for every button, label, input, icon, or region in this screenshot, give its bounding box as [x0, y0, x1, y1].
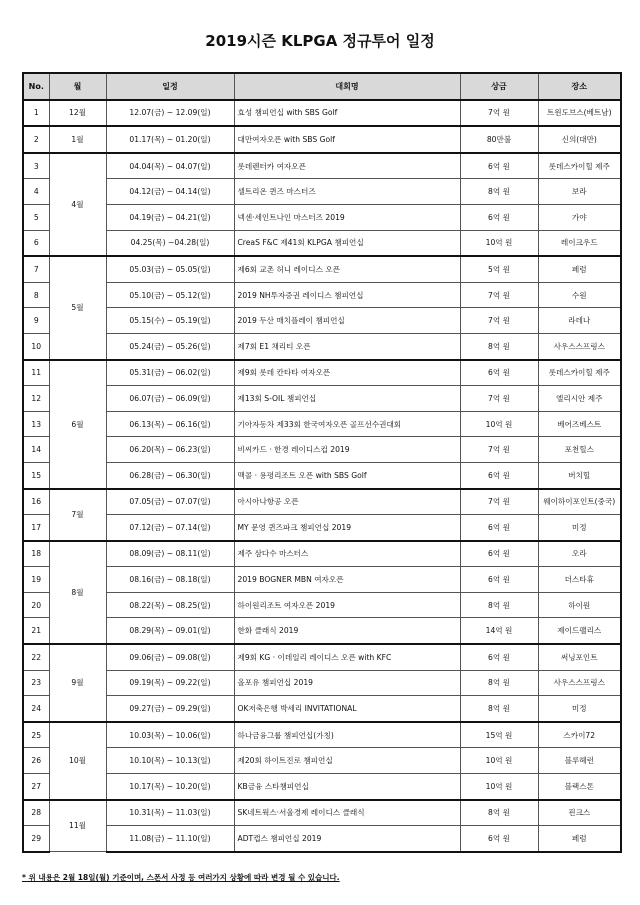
venue: 라데나 [538, 308, 621, 334]
tournament-name: SK네트웍스·서울경제 레이디스 클래식 [234, 800, 460, 826]
prize-money: 7억 원 [460, 489, 538, 515]
prize-money: 15억 원 [460, 722, 538, 748]
row-number: 27 [23, 774, 49, 800]
venue: 롯데스카이힐 제주 [538, 153, 621, 179]
date-range: 05.10(금) ~ 05.12(일) [106, 282, 234, 308]
tournament-name: 대만여자오픈 with SBS Golf [234, 126, 460, 153]
tournament-name: 셀트리온 퀸즈 마스터즈 [234, 179, 460, 205]
table-row [23, 541, 621, 567]
venue: 트윈도브스(베트남) [538, 100, 621, 127]
venue: 버치힐 [538, 462, 621, 488]
tournament-name: 제7회 E1 채리티 오픈 [234, 333, 460, 359]
prize-money: 6억 원 [460, 204, 538, 230]
tournament-name: 제13회 S-OIL 챔피언십 [234, 386, 460, 412]
row-number: 8 [23, 282, 49, 308]
prize-money: 8억 원 [460, 179, 538, 205]
month-cell: 8월 [49, 541, 106, 644]
prize-money: 14억 원 [460, 618, 538, 644]
tournament-name: 제9회 KG · 이데일리 레이디스 오픈 with KFC [234, 644, 460, 670]
venue: 웨이하이포인트(중국) [538, 489, 621, 515]
prize-money: 6억 원 [460, 153, 538, 179]
venue: 사우스스프링스 [538, 333, 621, 359]
venue: 보라 [538, 179, 621, 205]
tournament-name: 맥콜 · 용평리조트 오픈 with SBS Golf [234, 462, 460, 488]
venue: 페럼 [538, 256, 621, 282]
venue: 사우스스프링스 [538, 670, 621, 696]
date-range: 10.10(목) ~ 10.13(일) [106, 748, 234, 774]
prize-money: 6억 원 [460, 567, 538, 593]
date-range: 08.29(목) ~ 09.01(일) [106, 618, 234, 644]
row-number: 15 [23, 462, 49, 488]
date-range: 11.08(금) ~ 11.10(일) [106, 826, 234, 852]
venue: 미정 [538, 515, 621, 541]
prize-money: 8억 원 [460, 333, 538, 359]
month-cell: 4월 [49, 153, 106, 256]
table-row [23, 748, 621, 774]
date-range: 04.19(금) ~ 04.21(일) [106, 204, 234, 230]
table-row [23, 592, 621, 618]
table-row [23, 386, 621, 412]
date-range: 08.16(금) ~ 08.18(일) [106, 567, 234, 593]
date-range: 09.27(금) ~ 09.29(일) [106, 696, 234, 722]
date-range: 06.20(목) ~ 06.23(일) [106, 437, 234, 463]
date-range: 08.09(금) ~ 08.11(일) [106, 541, 234, 567]
venue: 하이원 [538, 592, 621, 618]
table-header-row [23, 73, 621, 100]
venue: 엘리시안 제주 [538, 386, 621, 412]
tournament-name: CreaS F&C 제41회 KLPGA 챔피언십 [234, 230, 460, 256]
prize-money: 7억 원 [460, 386, 538, 412]
row-number: 17 [23, 515, 49, 541]
tournament-name: 한화 클래식 2019 [234, 618, 460, 644]
tournament-name: 하나금융그룹 챔피언십(가칭) [234, 722, 460, 748]
table-row [23, 515, 621, 541]
month-cell: 10월 [49, 722, 106, 800]
date-range: 07.05(금) ~ 07.07(일) [106, 489, 234, 515]
table-row [23, 360, 621, 386]
date-range: 06.28(금) ~ 06.30(일) [106, 462, 234, 488]
page-title: 2019시즌 KLPGA 정규투어 일정 [205, 32, 435, 50]
month-cell: 11월 [49, 800, 106, 852]
venue: 페럼 [538, 826, 621, 852]
table-row [23, 411, 621, 437]
prize-money: 8억 원 [460, 592, 538, 618]
header-month: 월 [49, 73, 106, 100]
header-tournament: 대회명 [234, 73, 460, 100]
venue: 핀크스 [538, 800, 621, 826]
table-row [23, 437, 621, 463]
venue: 블루헤런 [538, 748, 621, 774]
table-row [23, 774, 621, 800]
tournament-name: 기아자동차 제33회 한국여자오픈 골프선수권대회 [234, 411, 460, 437]
row-number: 24 [23, 696, 49, 722]
tournament-name: 제9회 롯데 칸타타 여자오픈 [234, 360, 460, 386]
date-range: 04.12(금) ~ 04.14(일) [106, 179, 234, 205]
date-range: 09.19(목) ~ 09.22(일) [106, 670, 234, 696]
prize-money: 5억 원 [460, 256, 538, 282]
tournament-name: 하이원리조트 여자오픈 2019 [234, 592, 460, 618]
table-row [23, 308, 621, 334]
footnote: * 위 내용은 2월 18일(월) 기준이며, 스폰서 사정 등 여러가지 상황에 따라 변경 될 수 있습니다. [22, 873, 340, 882]
venue: 레이크우드 [538, 230, 621, 256]
tournament-name: 2019 NH투자증권 레이디스 챔피언십 [234, 282, 460, 308]
month-cell: 1월 [49, 126, 106, 153]
table-row [23, 153, 621, 179]
row-number: 19 [23, 567, 49, 593]
prize-money: 6억 원 [460, 541, 538, 567]
date-range: 10.17(목) ~ 10.20(일) [106, 774, 234, 800]
table-row [23, 800, 621, 826]
table-row [23, 826, 621, 852]
row-number: 16 [23, 489, 49, 515]
tournament-name: 아시아나항공 오픈 [234, 489, 460, 515]
row-number: 6 [23, 230, 49, 256]
table-row [23, 333, 621, 359]
tournament-name: 롯데렌터카 여자오픈 [234, 153, 460, 179]
month-cell: 7월 [49, 489, 106, 541]
row-number: 21 [23, 618, 49, 644]
prize-money: 80만불 [460, 126, 538, 153]
table-row [23, 282, 621, 308]
row-number: 9 [23, 308, 49, 334]
tournament-name: 비씨카드 · 한경 레이디스컵 2019 [234, 437, 460, 463]
prize-money: 6억 원 [460, 462, 538, 488]
tournament-name: 넥센·세인트나인 마스터즈 2019 [234, 204, 460, 230]
table-row [23, 696, 621, 722]
table-row [23, 644, 621, 670]
venue: 포천힐스 [538, 437, 621, 463]
row-number: 13 [23, 411, 49, 437]
header-date: 일정 [106, 73, 234, 100]
prize-money: 10억 원 [460, 411, 538, 437]
row-number: 3 [23, 153, 49, 179]
venue: 오라 [538, 541, 621, 567]
date-range: 07.12(금) ~ 07.14(일) [106, 515, 234, 541]
table-row [23, 670, 621, 696]
date-range: 04.04(목) ~ 04.07(일) [106, 153, 234, 179]
prize-money: 6억 원 [460, 826, 538, 852]
venue: 가야 [538, 204, 621, 230]
month-cell: 5월 [49, 256, 106, 359]
venue: 미정 [538, 696, 621, 722]
row-number: 4 [23, 179, 49, 205]
table-row [23, 722, 621, 748]
date-range: 01.17(목) ~ 01.20(일) [106, 126, 234, 153]
table-row [23, 462, 621, 488]
tournament-name: 효성 챔피언십 with SBS Golf [234, 100, 460, 127]
venue: 제이드팰리스 [538, 618, 621, 644]
prize-money: 7억 원 [460, 437, 538, 463]
prize-money: 6억 원 [460, 515, 538, 541]
header-prize: 상금 [460, 73, 538, 100]
tournament-name: KB금융 스타챔피언십 [234, 774, 460, 800]
row-number: 12 [23, 386, 49, 412]
prize-money: 8억 원 [460, 800, 538, 826]
date-range: 10.31(목) ~ 11.03(일) [106, 800, 234, 826]
venue: 신의(대만) [538, 126, 621, 153]
header-venue: 장소 [538, 73, 621, 100]
row-number: 25 [23, 722, 49, 748]
row-number: 2 [23, 126, 49, 153]
venue: 롯데스카이힐 제주 [538, 360, 621, 386]
header-no: No. [23, 73, 49, 100]
prize-money: 10억 원 [460, 774, 538, 800]
venue: 블랙스톤 [538, 774, 621, 800]
row-number: 29 [23, 826, 49, 852]
row-number: 20 [23, 592, 49, 618]
prize-money: 6억 원 [460, 360, 538, 386]
row-number: 7 [23, 256, 49, 282]
schedule-body [23, 100, 621, 852]
prize-money: 10억 원 [460, 748, 538, 774]
table-row [23, 204, 621, 230]
venue: 베어즈베스트 [538, 411, 621, 437]
month-cell: 12월 [49, 100, 106, 127]
row-number: 5 [23, 204, 49, 230]
row-number: 23 [23, 670, 49, 696]
date-range: 05.24(금) ~ 05.26(일) [106, 333, 234, 359]
prize-money: 7억 원 [460, 100, 538, 127]
tournament-name: 올포유 챔피언십 2019 [234, 670, 460, 696]
row-number: 26 [23, 748, 49, 774]
date-range: 04.25(목) ~04.28(일) [106, 230, 234, 256]
table-row [23, 126, 621, 153]
table-row [23, 100, 621, 127]
row-number: 10 [23, 333, 49, 359]
table-row [23, 489, 621, 515]
table-row [23, 567, 621, 593]
tournament-name: OK저축은행 박세리 INVITATIONAL [234, 696, 460, 722]
schedule-table [22, 72, 622, 853]
date-range: 12.07(금) ~ 12.09(일) [106, 100, 234, 127]
row-number: 1 [23, 100, 49, 127]
date-range: 06.07(금) ~ 06.09(일) [106, 386, 234, 412]
prize-money: 8억 원 [460, 670, 538, 696]
venue: 더스타휴 [538, 567, 621, 593]
venue: 써닝포인트 [538, 644, 621, 670]
date-range: 05.31(금) ~ 06.02(일) [106, 360, 234, 386]
tournament-name: 2019 두산 매치플레이 챔피언십 [234, 308, 460, 334]
month-cell: 6월 [49, 360, 106, 489]
tournament-name: 제6회 교촌 허니 레이디스 오픈 [234, 256, 460, 282]
prize-money: 8억 원 [460, 696, 538, 722]
row-number: 14 [23, 437, 49, 463]
tournament-name: 제20회 하이트진로 챔피언십 [234, 748, 460, 774]
prize-money: 7억 원 [460, 282, 538, 308]
row-number: 28 [23, 800, 49, 826]
venue: 스카이72 [538, 722, 621, 748]
prize-money: 10억 원 [460, 230, 538, 256]
prize-money: 7억 원 [460, 308, 538, 334]
date-range: 05.03(금) ~ 05.05(일) [106, 256, 234, 282]
tournament-name: ADT캡스 챔피언십 2019 [234, 826, 460, 852]
table-row [23, 256, 621, 282]
tournament-name: MY 문영 퀸즈파크 챔피언십 2019 [234, 515, 460, 541]
table-row [23, 179, 621, 205]
month-cell: 9월 [49, 644, 106, 722]
table-row [23, 230, 621, 256]
date-range: 10.03(목) ~ 10.06(일) [106, 722, 234, 748]
date-range: 05.15(수) ~ 05.19(일) [106, 308, 234, 334]
venue: 수원 [538, 282, 621, 308]
row-number: 22 [23, 644, 49, 670]
table-row [23, 618, 621, 644]
tournament-name: 2019 BOGNER MBN 여자오픈 [234, 567, 460, 593]
row-number: 11 [23, 360, 49, 386]
prize-money: 6억 원 [460, 644, 538, 670]
row-number: 18 [23, 541, 49, 567]
tournament-name: 제주 삼다수 마스터스 [234, 541, 460, 567]
date-range: 06.13(목) ~ 06.16(일) [106, 411, 234, 437]
date-range: 08.22(목) ~ 08.25(일) [106, 592, 234, 618]
date-range: 09.06(금) ~ 09.08(일) [106, 644, 234, 670]
